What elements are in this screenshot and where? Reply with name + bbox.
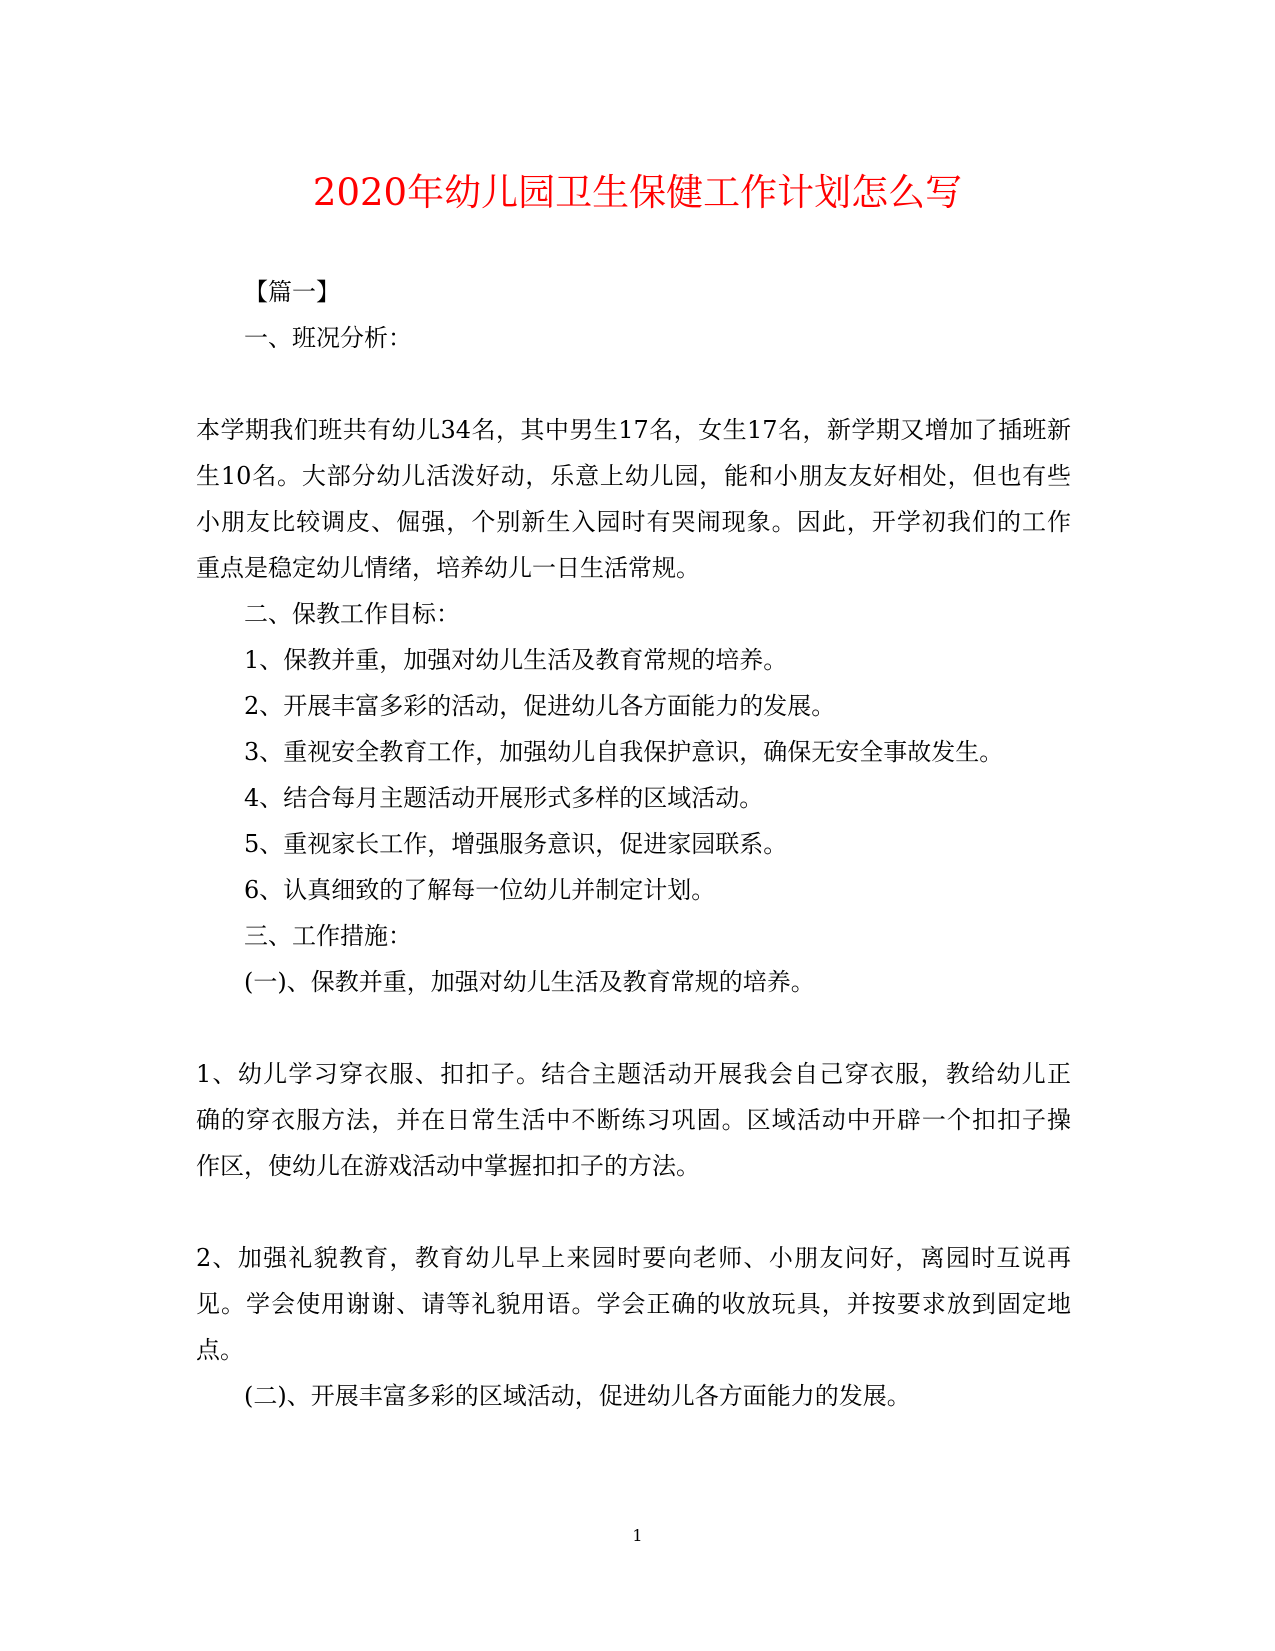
list-item: 3、重视安全教育工作，加强幼儿自我保护意识，确保无安全事故发生。	[244, 738, 1004, 766]
section-heading-measures: 三、工作措施：	[244, 922, 412, 950]
list-item: 2、开展丰富多彩的活动，促进幼儿各方面能力的发展。	[244, 692, 836, 720]
list-item: 1、保教并重，加强对幼儿生活及教育常规的培养。	[244, 646, 788, 674]
paragraph-line: 小朋友比较调皮、倔强，个别新生入园时有哭闹现象。因此，开学初我们的工作	[196, 508, 1071, 536]
paragraph-line: 见。学会使用谢谢、请等礼貌用语。学会正确的收放玩具，并按要求放到固定地	[196, 1290, 1071, 1318]
paragraph-line: 1、幼儿学习穿衣服、扣扣子。结合主题活动开展我会自己穿衣服，教给幼儿正	[196, 1060, 1071, 1088]
page-number: 1	[632, 1526, 643, 1545]
subsection-heading: (二)、开展丰富多彩的区域活动，促进幼儿各方面能力的发展。	[244, 1382, 911, 1410]
document-title: 2020年幼儿园卫生保健工作计划怎么写	[312, 171, 963, 214]
paragraph-line: 确的穿衣服方法，并在日常生活中不断练习巩固。区域活动中开辟一个扣扣子操	[196, 1106, 1071, 1134]
subsection-heading: (一)、保教并重，加强对幼儿生活及教育常规的培养。	[244, 968, 815, 996]
list-item: 4、结合每月主题活动开展形式多样的区域活动。	[244, 784, 764, 812]
list-item: 5、重视家长工作，增强服务意识，促进家园联系。	[244, 830, 788, 858]
section-heading-goals: 二、保教工作目标：	[244, 600, 460, 628]
list-item: 6、认真细致的了解每一位幼儿并制定计划。	[244, 876, 716, 904]
paragraph-line: 点。	[196, 1336, 244, 1364]
paragraph-line: 重点是稳定幼儿情绪，培养幼儿一日生活常规。	[196, 554, 700, 582]
paragraph-line: 本学期我们班共有幼儿34名，其中男生17名，女生17名，新学期又增加了插班新	[196, 416, 1071, 444]
paragraph-line: 生10名。大部分幼儿活泼好动，乐意上幼儿园，能和小朋友友好相处，但也有些	[196, 462, 1071, 490]
section-heading-class-analysis: 一、班况分析：	[244, 324, 412, 352]
paragraph-line: 作区，使幼儿在游戏活动中掌握扣扣子的方法。	[196, 1152, 700, 1180]
section-heading-part-one: 【篇一】	[244, 278, 340, 306]
paragraph-line: 2、加强礼貌教育，教育幼儿早上来园时要向老师、小朋友问好，离园时互说再	[196, 1244, 1071, 1272]
